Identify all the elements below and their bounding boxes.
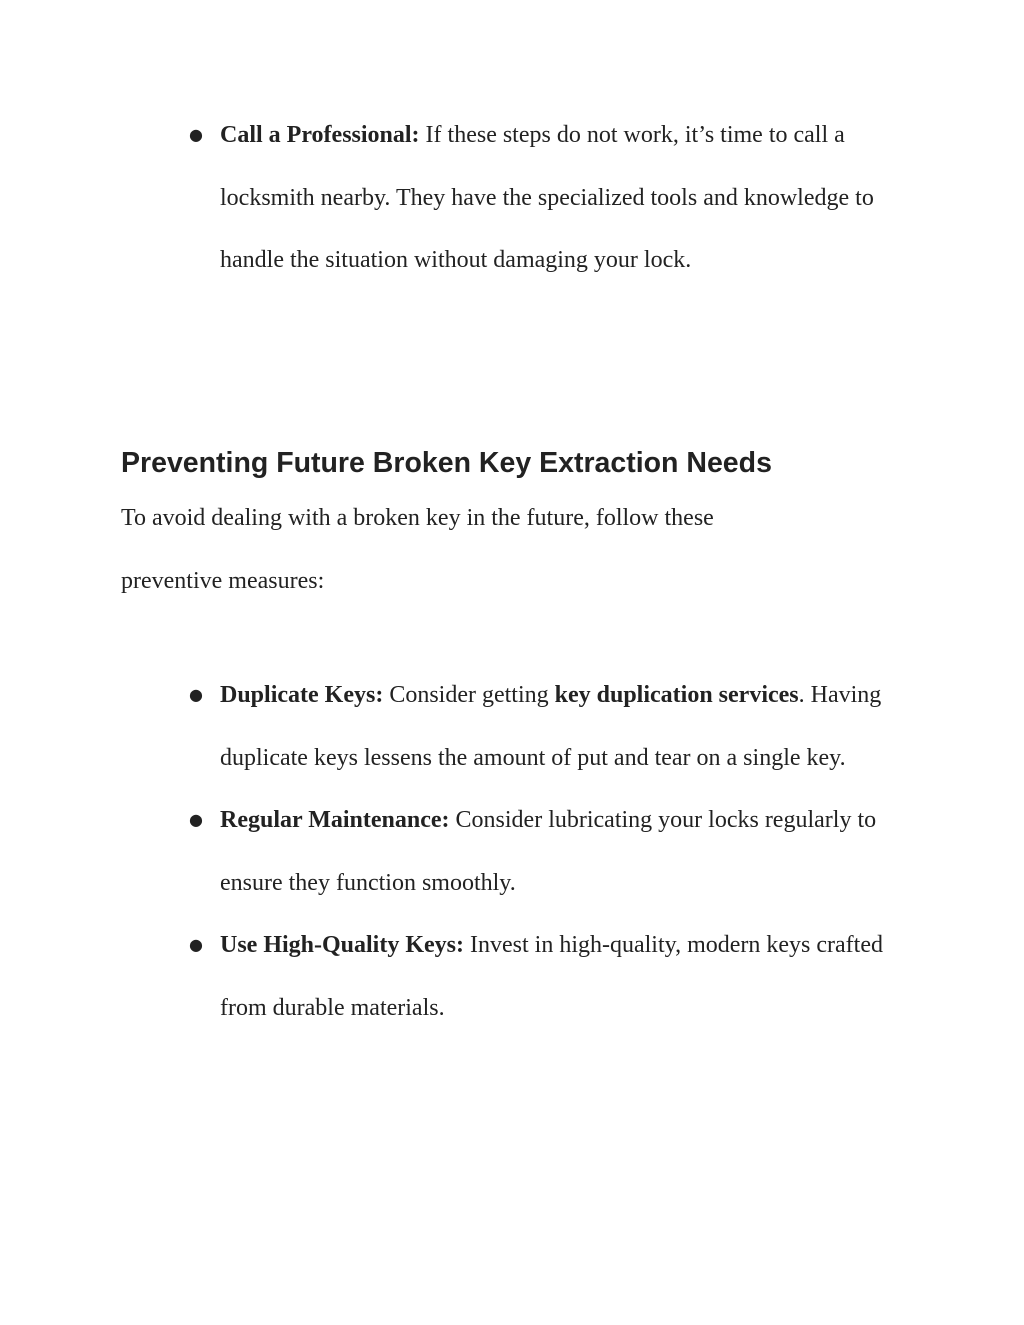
key-duplication-services-phrase: key duplication services [554, 682, 799, 708]
list-item-lead: Regular Maintenance: [220, 807, 450, 834]
list-item-text: . Having duplicate keys lessens the amount of put and tear on a single key. [220, 682, 882, 771]
professional-help-list [0, 104, 1024, 292]
list-item-text: If these steps do not work, it’s time to call a locksmith nearby. They have the specialized tools and knowledge to handle the situation without damaging your lock. [220, 122, 874, 274]
list-item-duplicate-keys [0, 664, 900, 789]
list-item-text: Invest in high-quality, modern keys crafted from durable materials. [220, 932, 883, 1021]
section-intro: To avoid dealing with a broken key in the future, follow these preventive measures: [121, 505, 714, 594]
bullet-icon: ● [189, 685, 203, 704]
bullet-icon: ● [189, 935, 203, 955]
list-item-high-quality-keys [0, 914, 900, 1039]
list-item-lead: Duplicate Keys: [220, 682, 384, 708]
list-item-lead: Call a Professional: [220, 122, 420, 148]
list-item-text: Consider getting [383, 682, 555, 708]
list-item-regular-maintenance [0, 789, 900, 914]
prevention-tips-list [0, 664, 1024, 1040]
bullet-icon: ● [189, 125, 203, 144]
list-item-text: Consider lubricating your locks regularly to ensure they function smoothly. [220, 807, 877, 896]
list-item-call-professional [0, 104, 900, 292]
list-item-lead: Use High-Quality Keys: [220, 932, 464, 959]
bullet-icon: ● [189, 810, 203, 830]
section-heading: Preventing Future Broken Key Extraction Needs [121, 447, 772, 479]
